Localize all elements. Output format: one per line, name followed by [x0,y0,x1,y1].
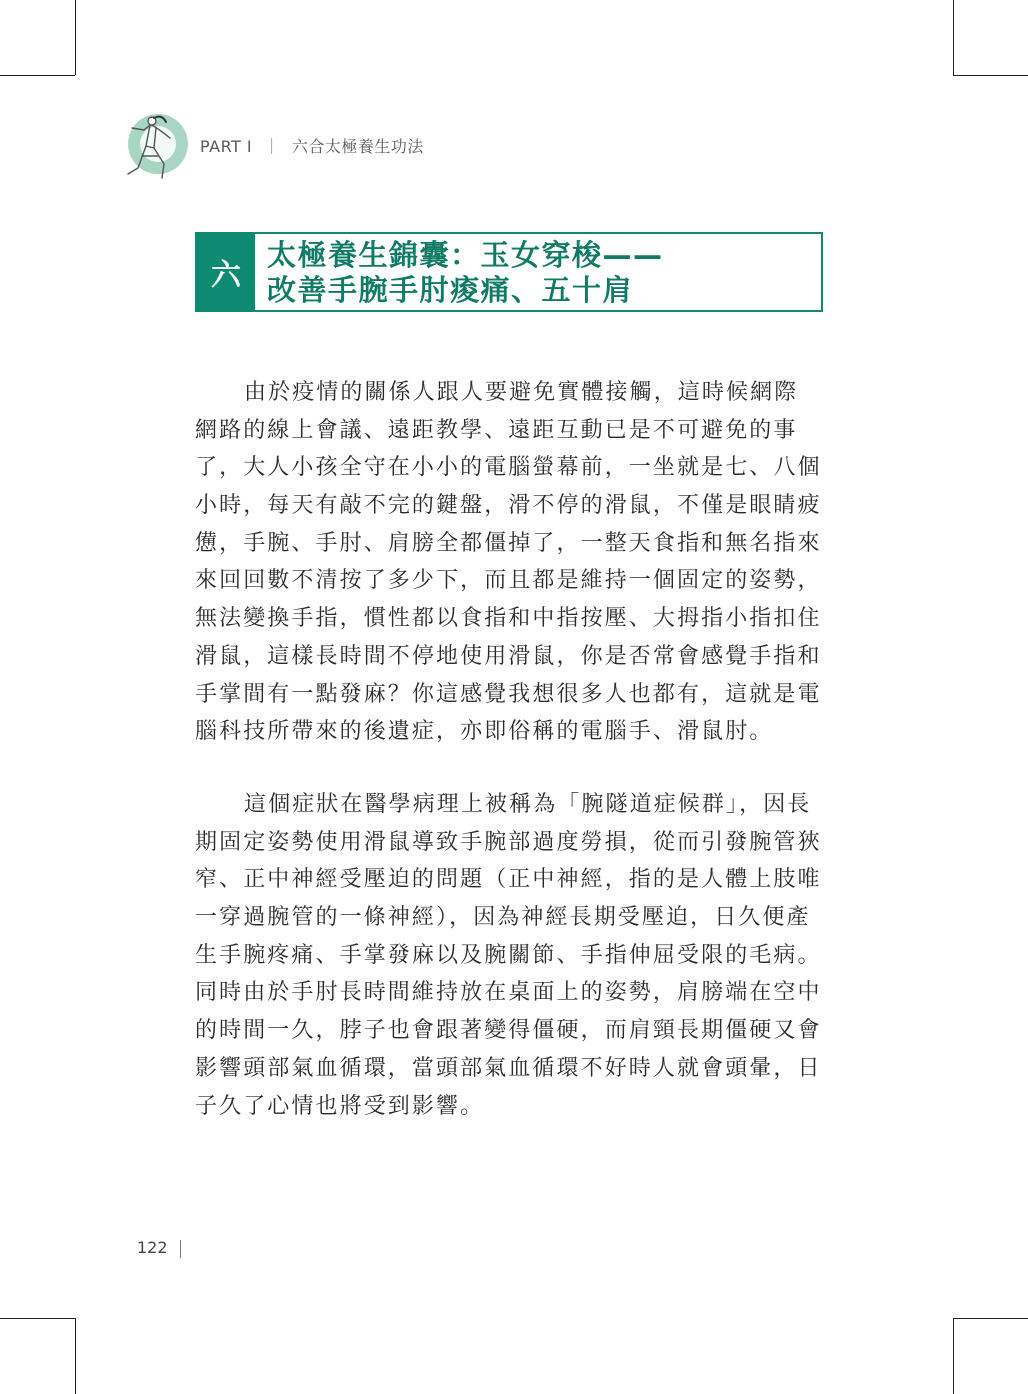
text-line: 滑鼠，這樣長時間不停地使用滑鼠，你是否常會感覺手指和 [195,643,822,669]
section-title [255,234,664,310]
crop-mark [953,1318,954,1394]
text-line: 小時，每天有敲不完的鍵盤，滑不停的滑鼠，不僅是眼睛疲 [195,493,822,519]
body-paragraph [195,374,825,751]
text-line: 憊，手腕、手肘、肩膀全都僵掉了，一整天食指和無名指來 [195,530,822,556]
section-title-line: 改善手腕手肘痠痛、五十肩 [267,273,634,307]
text-line: 這個症狀在醫學病理上被稱為「腕隧道症候群」，因長 [244,792,812,817]
text-line: 無法變換手指，慣性都以食指和中指按壓、大拇指小指扣住 [195,606,822,632]
text-line: 一穿過腕管的一條神經），因為神經長期受壓迫，日久便產 [195,905,811,931]
text-line: 窄、正中神經受壓迫的問題（正中神經，指的是人體上肢唯 [195,867,822,893]
crop-mark [75,0,76,75]
page-number-divider [180,1240,181,1258]
text-line: 生手腕疼痛、手掌發麻以及腕關節、手指伸屈受限的毛病。 [195,942,822,968]
tai-chi-emblem-icon [118,108,194,186]
text-line: 腦科技所帶來的後遺症，亦即俗稱的電腦手、滑鼠肘。 [195,719,774,745]
text-line: 了，大人小孩全守在小小的電腦螢幕前，一坐就是七、八個 [195,455,822,481]
section-number-badge: 六 [197,234,255,310]
crop-mark [953,75,1028,76]
text-line: 由於疫情的關係人跟人要避免實體接觸，這時候網際 [244,380,799,405]
text-line: 子久了心情也將受到影響。 [195,1093,485,1119]
page-number: 122 [137,1238,168,1257]
text-line: 手掌間有一點發麻？你這感覺我想很多人也都有，這就是電 [195,681,822,707]
text-line: 來回回數不清按了多少下，而且都是維持一個固定的姿勢， [195,568,822,594]
body-paragraph [195,786,825,1125]
chapter-title: 六合太極養生功法 [291,137,424,156]
text-line: 的時間一久，脖子也會跟著變得僵硬，而肩頸長期僵硬又會 [195,1018,822,1044]
section-heading [195,232,823,312]
crop-mark [0,1318,75,1319]
crop-mark [0,75,75,76]
crop-mark [953,0,954,75]
running-header [200,134,424,157]
crop-mark [953,1318,1028,1319]
crop-mark [75,1318,76,1394]
text-line: 網路的線上會議、遠距教學、遠距互動已是不可避免的事 [195,417,798,443]
text-line: 同時由於手肘長時間維持放在桌面上的姿勢，肩膀端在空中 [195,980,822,1006]
text-line: 期固定姿勢使用滑鼠導致手腕部過度勞損，從而引發腕管狹 [195,829,822,855]
part-label: PART Ⅰ [200,137,253,156]
section-title-line: 太極養生錦囊：玉女穿梭—— [267,238,664,272]
text-line: 影響頭部氣血循環，當頭部氣血循環不好時人就會頭暈，日 [195,1055,822,1081]
header-separator: ｜ [263,137,281,156]
